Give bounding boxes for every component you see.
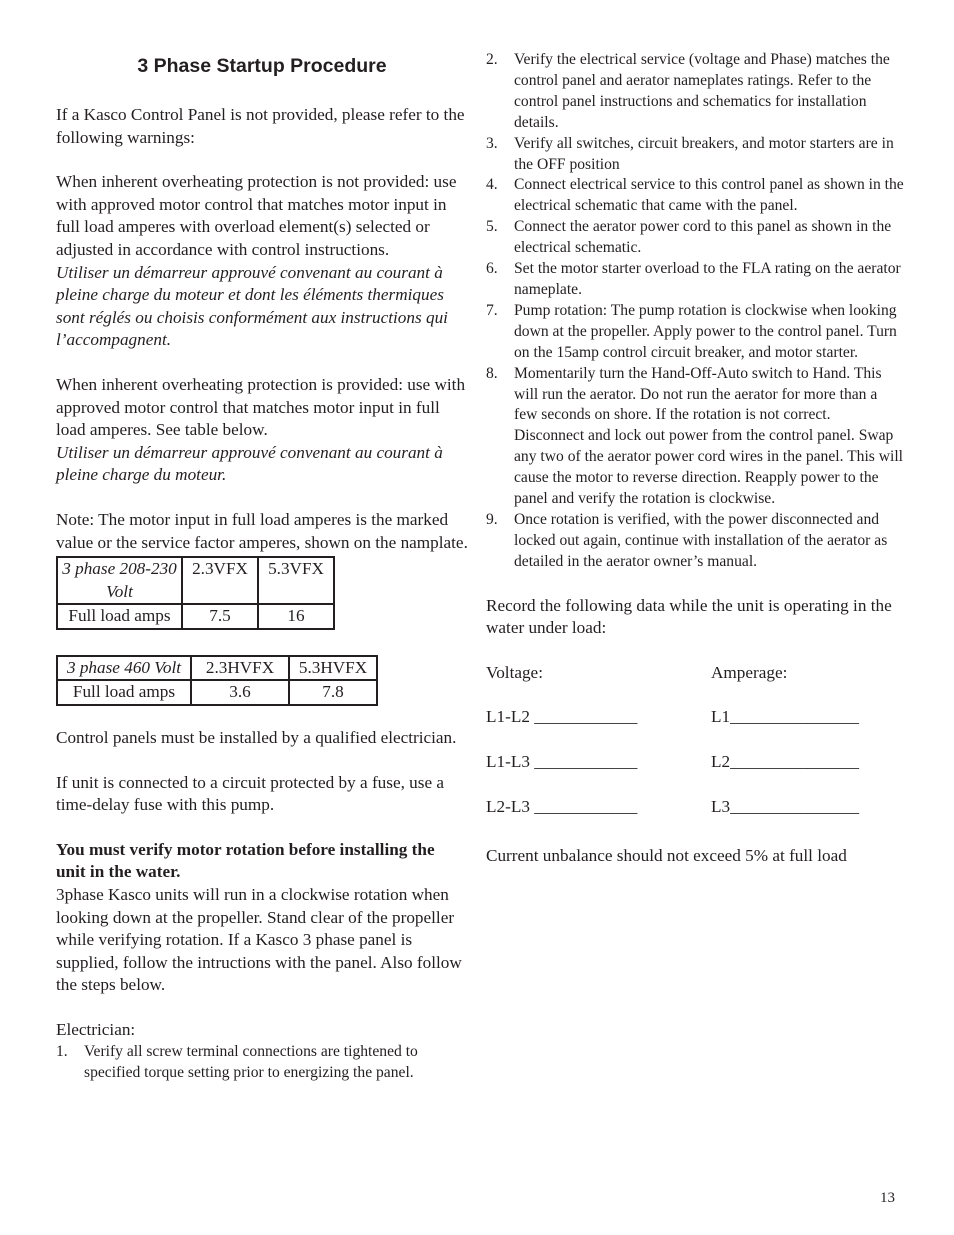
step-text: Momentarily turn the Hand-Off-Auto switch to Hand. This will run the aerator. Do not run the aerator for more than a few seconds on shore. If the rotation is not correct. Disconnect and lock out power from the control panel. Swap any two of the aerator power cord wires in the panel. This will cause the motor to reverse direction. Reapply power to the panel and verify the rotation is clockwise. xyxy=(514,364,904,508)
table-cell: 5.3VFX xyxy=(258,557,334,604)
amperage-label: Amperage: xyxy=(711,662,788,682)
voltage-blank: L2-L3 ____________ xyxy=(486,796,638,816)
step-number: 1. xyxy=(56,1042,68,1060)
step-text: Pump rotation: The pump rotation is clockwise when looking down at the propeller. Apply power to the control panel. Turn on the 15amp control circuit breaker, and motor starter. xyxy=(514,301,897,361)
step-text: Set the motor starter overload to the FLA rating on the aerator nameplate. xyxy=(514,260,901,298)
table-cell: 2.3VFX xyxy=(182,557,258,604)
table-row xyxy=(57,656,377,681)
warning-1-english: When inherent overheating protection is not provided: use with approved motor control that matches motor input in full load amperes with overload element(s) selected or adjusted in accordance with control instructions. xyxy=(56,172,457,259)
amps-table-460v xyxy=(56,655,378,706)
list-item xyxy=(486,134,904,176)
nameplate-note: Note: The motor input in full load amperes is the marked value or the service factor amperes, shown on the namplate. xyxy=(56,509,468,552)
list-item xyxy=(56,1042,468,1084)
table-cell: Full load amps xyxy=(57,604,182,629)
list-item xyxy=(486,364,904,510)
step-list-right xyxy=(486,50,904,573)
amperage-blank: L1_______________ xyxy=(711,707,859,727)
step-number: 8. xyxy=(486,364,498,382)
fuse-note: If unit is connected to a circuit protected by a fuse, use a time-delay fuse with this pump. xyxy=(56,772,445,815)
list-item xyxy=(486,510,904,573)
table-cell: 3.6 xyxy=(191,680,289,705)
list-item xyxy=(486,259,904,301)
voltage-blank: L1-L2 ____________ xyxy=(486,707,638,727)
record-row xyxy=(486,796,904,819)
record-section xyxy=(486,573,904,868)
table-row xyxy=(57,680,377,705)
amperage-blank: L2_______________ xyxy=(711,752,859,772)
page-title: 3 Phase Startup Procedure xyxy=(137,55,387,77)
step-text: Connect electrical service to this control panel as shown in the electrical schematic that came with the panel. xyxy=(514,176,904,215)
step-number: 3. xyxy=(486,134,498,152)
unbalance-note: Current unbalance should not exceed 5% at full load xyxy=(486,846,847,866)
qualified-electrician-note: Control panels must be installed by a qualified electrician. xyxy=(56,728,457,748)
warning-1-french: Utiliser un démarreur approuvé convenant au courant à pleine charge du moteur et dont les éléments thermiques sont réglés ou choisis conformément aux instructions qui l’accompagnent. xyxy=(56,262,448,350)
list-item xyxy=(486,217,904,259)
table-row xyxy=(57,604,334,629)
step-text: Once rotation is verified, with the power disconnected and locked out again, continue with installation of the aerator as detailed in the aerator owner’s manual. xyxy=(514,510,888,570)
voltage-blank: L1-L3 ____________ xyxy=(486,752,638,772)
step-number: 6. xyxy=(486,260,498,278)
step-number: 2. xyxy=(486,51,498,68)
warning-2-english: When inherent overheating protection is provided: use with approved motor control that matches motor input in full load amperes. See table below. xyxy=(56,374,466,440)
step-text: Connect the aerator power cord to this panel as shown in the electrical schematic. xyxy=(514,218,892,257)
step-text: Verify all screw terminal connections are tightened to specified torque setting prior to energizing the panel. xyxy=(84,1042,418,1081)
step-number: 9. xyxy=(486,510,498,528)
record-row xyxy=(486,751,904,774)
table-cell: 7.5 xyxy=(182,604,258,629)
amperage-blank: L3_______________ xyxy=(711,796,859,816)
warning-2-french: Utiliser un démarreur approuvé convenant au courant à pleine charge du moteur. xyxy=(56,442,443,485)
voltage-label: Voltage: xyxy=(486,662,543,682)
list-item xyxy=(486,301,904,364)
list-item xyxy=(486,50,904,134)
step-text: Verify the electrical service (voltage and Phase) matches the control panel and aerator nameplates ratings. Refer to the control panel instructions and schematics for installation details. xyxy=(514,51,890,131)
amps-table-208-230v xyxy=(56,556,335,630)
electrician-label: Electrician: xyxy=(56,1020,136,1039)
list-item xyxy=(486,175,904,217)
step-list-left xyxy=(56,1042,468,1084)
table-cell: 2.3HVFX xyxy=(191,656,289,681)
table-cell: 7.8 xyxy=(289,680,377,705)
page-number: 13 xyxy=(880,1190,895,1206)
step-number: 7. xyxy=(486,301,498,319)
verify-rotation-body: 3phase Kasco units will run in a clockwise rotation when looking down at the propeller. Stand clear of the propeller while verifying rotation. If a Kasco 3 phase panel is supplied, follow the intructions with the panel. Also follow the steps below. xyxy=(56,885,462,995)
table-cell: 16 xyxy=(258,604,334,629)
table-cell: 5.3HVFX xyxy=(289,656,377,681)
table-cell: 3 phase 460 Volt xyxy=(57,656,191,681)
step-text: Verify all switches, circuit breakers, and motor starters are in the OFF position xyxy=(514,134,894,173)
right-column xyxy=(486,50,904,868)
left-column xyxy=(56,50,468,1083)
record-intro: Record the following data while the unit is operating in the water under load: xyxy=(486,595,892,638)
table-cell: Full load amps xyxy=(57,680,191,705)
step-number: 5. xyxy=(486,218,498,236)
table-row xyxy=(57,557,334,604)
record-header-row xyxy=(486,662,904,685)
verify-rotation-heading: You must verify motor rotation before installing the unit in the water. xyxy=(56,839,435,882)
record-row xyxy=(486,706,904,729)
intro-text: If a Kasco Control Panel is not provided, please refer to the following warnings: xyxy=(56,105,465,147)
step-number: 4. xyxy=(486,176,498,194)
table-cell: 3 phase 208-230 Volt xyxy=(57,557,182,604)
